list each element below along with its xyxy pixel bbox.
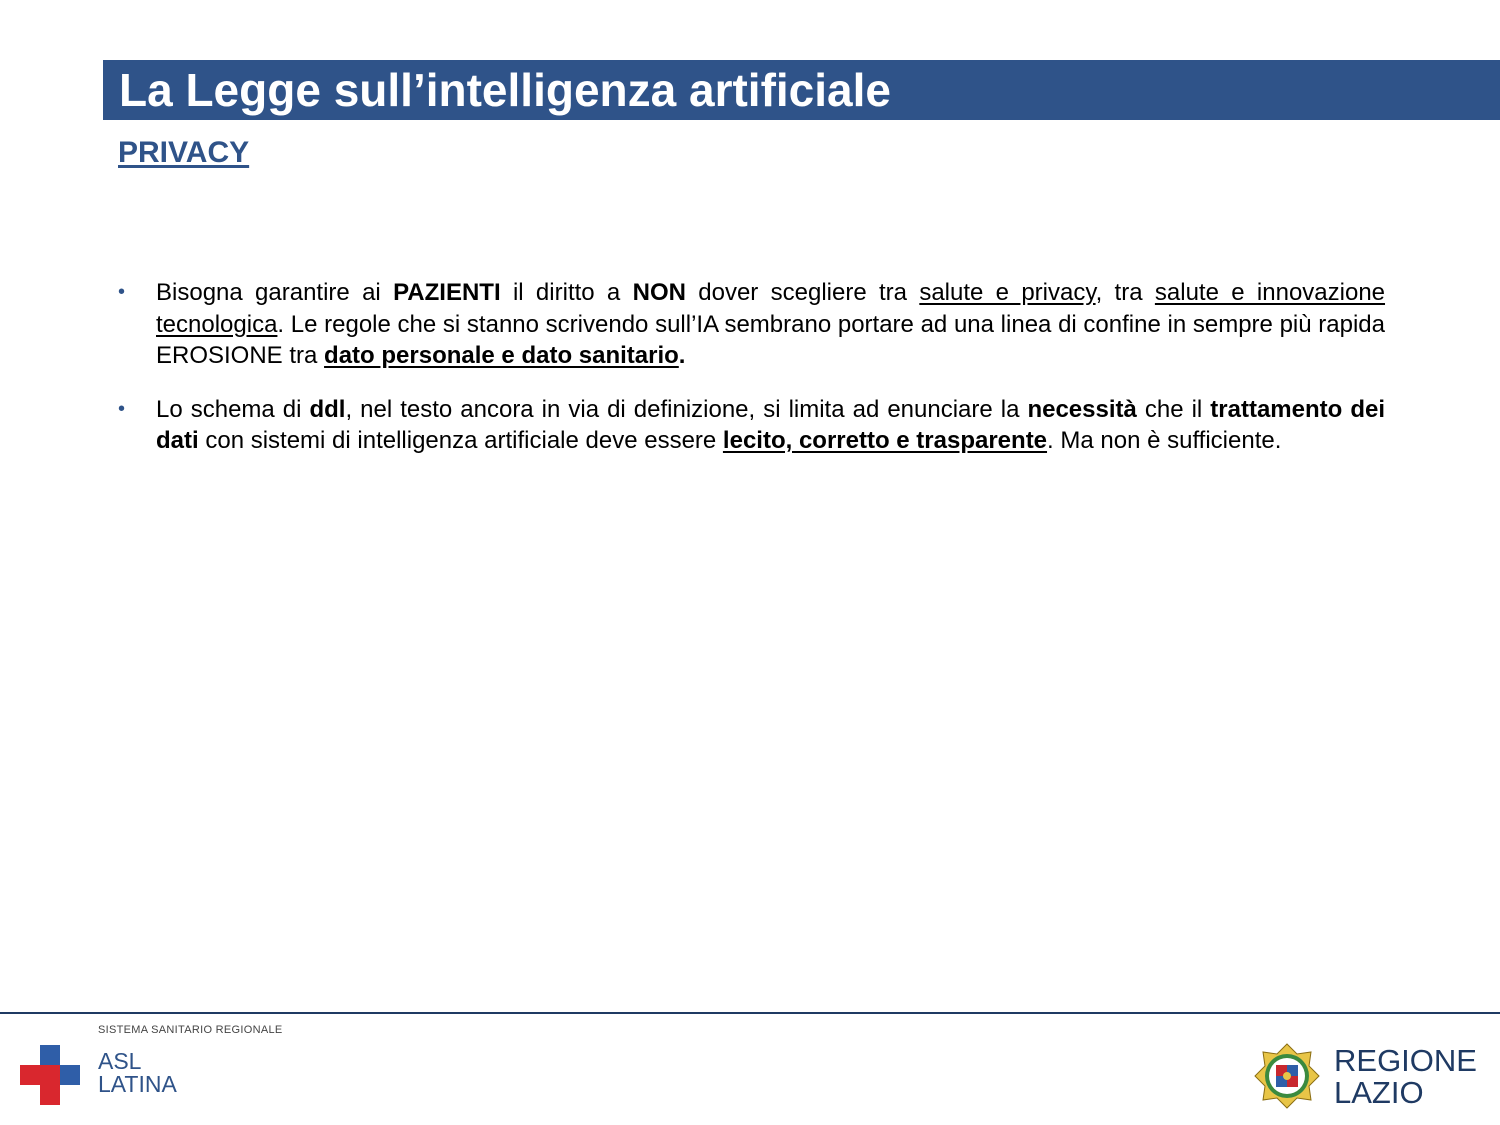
- bullet-text-segment: con sistemi di intelligenza artificiale deve essere: [198, 427, 723, 454]
- slide-title: La Legge sull’intelligenza artificiale: [119, 64, 891, 116]
- bullet-text-segment: , tra: [1095, 279, 1155, 306]
- bullet-text-segment: Lo schema di: [156, 395, 310, 423]
- asl-line-2: LATINA: [98, 1071, 177, 1097]
- regione-lazio-text: [1334, 1045, 1477, 1109]
- bullet-text-segment: dato personale e dato sanitario: [324, 342, 679, 369]
- bullet-text-segment: salute e privacy: [919, 279, 1096, 306]
- asl-line-1: ASL: [98, 1048, 142, 1074]
- bullet-text-segment: lecito, corretto e trasparente: [722, 427, 1048, 454]
- bullet-text-segment: il diritto a: [500, 279, 633, 306]
- title-bar: [103, 60, 1500, 120]
- bullet-item: [118, 277, 1385, 372]
- bullet-marker: •: [118, 397, 126, 420]
- bullet-text-segment: necessità: [1027, 395, 1137, 423]
- bullet-text-segment: salute e innovazione tecnologica: [156, 279, 1386, 338]
- bullet-text-segment: che il: [1136, 395, 1211, 423]
- bullet-text-segment: Bisogna garantire ai: [156, 279, 394, 306]
- footer-divider: [0, 1012, 1500, 1014]
- bullet-text-segment: . Le regole che si stanno scrivendo sull’IA sembrano portare ad una linea di confine in sempre più rapida EROSIONE tra: [156, 310, 1385, 369]
- bullet-text-segment: , nel testo ancora in via di definizione, si limita ad enunciare la: [345, 395, 1028, 423]
- lazio-line-2: LAZIO: [1334, 1075, 1424, 1110]
- bullet-text-segment: NON: [632, 279, 686, 306]
- bullet-text-segment: trattamento dei dati: [156, 395, 1386, 454]
- regional-emblem-icon: [1254, 1043, 1320, 1109]
- bullet-item: [118, 394, 1385, 457]
- slide-subtitle: PRIVACY: [118, 136, 250, 169]
- bullet-text-segment: dover scegliere tra: [685, 279, 920, 306]
- lazio-line-1: REGIONE: [1334, 1043, 1477, 1078]
- bullet-marker: •: [118, 281, 126, 303]
- bullet-list: [118, 277, 1385, 479]
- bullet-text-segment: . Ma non è sufficiente.: [1047, 427, 1282, 454]
- bullet-text-segment: .: [678, 342, 686, 369]
- ssr-label: SISTEMA SANITARIO REGIONALE: [98, 1024, 283, 1036]
- bullet-text-segment: PAZIENTI: [393, 279, 501, 306]
- asl-logo-text: [98, 1050, 177, 1096]
- bullet-text-segment: ddl: [309, 395, 346, 423]
- cross-icon: [20, 1045, 80, 1105]
